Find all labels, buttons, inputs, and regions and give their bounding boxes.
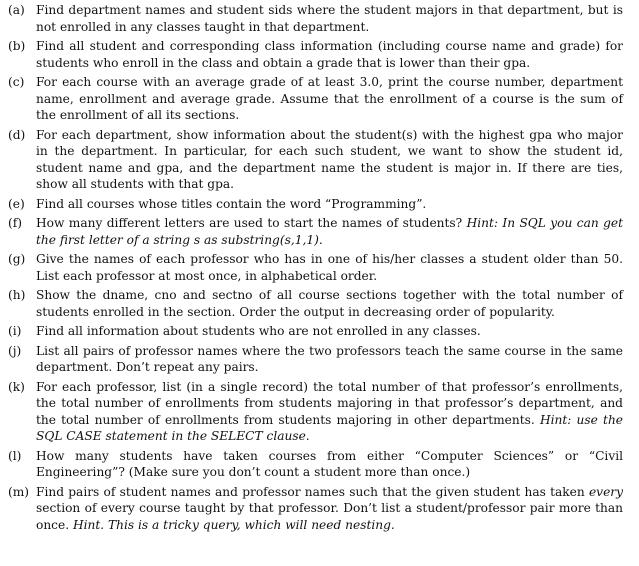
question-c bbox=[8, 74, 623, 124]
question-text: List all pairs of professor names where the two professors teach the same course in the same department. Don’t repeat any pairs. bbox=[36, 343, 623, 374]
question-hint: Hint: In SQL you can get the first letter of a string s as substring(s,1,1). bbox=[36, 216, 624, 247]
question-text: For each department, show information about the student(s) with the highest gpa who major in the department. In particular, for each such student, we want to show the student id, student name and gpa, and the department name the student is major in. If there are ties, show all students with that gpa. bbox=[36, 127, 623, 191]
question-label: (b) bbox=[8, 39, 26, 53]
question-text: How many different letters are used to start the names of students? Hint: In SQL you can get the first letter of a string s as substring(s,1,1). bbox=[36, 216, 624, 247]
question-text: Find all student and corresponding class information (including course name and grade) for students who enroll in the class and obtain a grade that is lower than their gpa. bbox=[36, 39, 623, 70]
question-k bbox=[8, 379, 623, 445]
question-text: Find department names and student sids where the student majors in that department, but is not enrolled in any classes taught in that department. bbox=[36, 3, 623, 34]
question-label: (c) bbox=[8, 75, 25, 89]
question-b bbox=[8, 38, 623, 71]
question-label: (i) bbox=[8, 324, 22, 338]
question-label: (m) bbox=[8, 484, 30, 499]
question-text: How many students have taken courses from either “Computer Sciences” or “Civil Engineering”? (Make sure you don’t count a student more than once.) bbox=[36, 448, 623, 479]
question-hint: Hint. This is a tricky query, which will need nesting. bbox=[72, 517, 395, 532]
question-label: (f) bbox=[8, 216, 23, 230]
question-label: (l) bbox=[8, 448, 22, 463]
question-i bbox=[8, 323, 623, 340]
question-j bbox=[8, 343, 623, 376]
question-l bbox=[8, 448, 623, 481]
question-label: (e) bbox=[8, 196, 25, 211]
question-f bbox=[8, 215, 623, 248]
question-text: Find all courses whose titles contain the word “Programming”. bbox=[36, 196, 427, 211]
question-label: (d) bbox=[8, 127, 26, 142]
question-text: Find pairs of student names and professor names such that the given student has taken every section of every course taught by that professor. Don’t list a student/professor pair more than once. Hint. This is a tricky query, which will need nesting. bbox=[36, 484, 623, 532]
question-hint: Hint: use the SQL CASE statement in the SELECT clause. bbox=[36, 412, 624, 443]
question-e bbox=[8, 196, 623, 213]
question-d bbox=[8, 127, 623, 193]
question-text: Show the dname, cno and sectno of all course sections together with the total number of students enrolled in the section. Order the output in decreasing order of popularity. bbox=[36, 288, 623, 319]
question-label: (j) bbox=[8, 343, 22, 358]
question-h bbox=[8, 287, 623, 320]
question-text: For each course with an average grade of at least 3.0, print the course number, department name, enrollment and average grade. Assume that the enrollment of a course is the sum of the enrollment of all its sections. bbox=[36, 75, 623, 122]
question-label: (a) bbox=[8, 3, 25, 17]
question-label: (h) bbox=[8, 288, 26, 302]
question-g bbox=[8, 251, 623, 284]
question-m bbox=[8, 484, 623, 534]
question-text: Give the names of each professor who has in one of his/her classes a student older than 50. List each professor at most once, in alphabetical order. bbox=[36, 252, 623, 283]
emphasis-every: every bbox=[588, 484, 623, 499]
question-text: For each professor, list (in a single record) the total number of that professor’s enrollments, the total number of enrollments from students majoring in that professor’s department, and the total number of enrollments from students majoring in other departments. Hint: use the SQL CASE statement in the SELECT clause. bbox=[36, 379, 624, 443]
question-text: Find all information about students who are not enrolled in any classes. bbox=[36, 324, 481, 338]
question-a bbox=[8, 2, 623, 35]
question-label: (g) bbox=[8, 252, 26, 266]
question-label: (k) bbox=[8, 379, 25, 394]
